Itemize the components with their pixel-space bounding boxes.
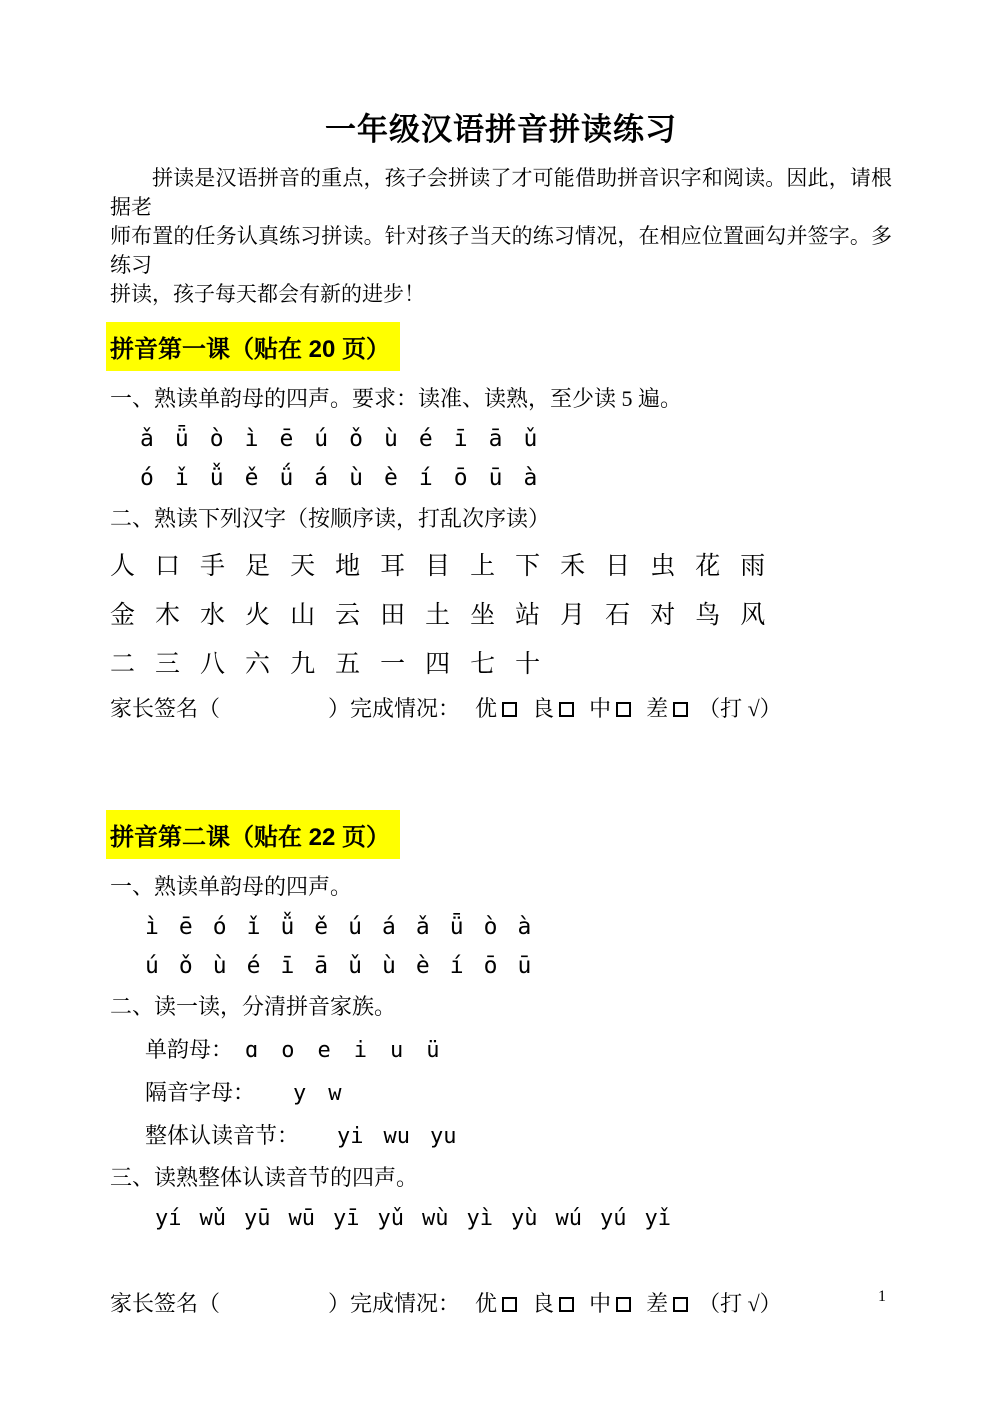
- pinyin-char: ǒ: [178, 953, 193, 979]
- hanzi-char: 虫: [650, 553, 676, 580]
- pinyin-char: í: [449, 953, 464, 979]
- pinyin-syllable: yǐ: [644, 1206, 671, 1231]
- hanzi-char: 地: [335, 553, 361, 580]
- pinyin-char: ě: [244, 465, 259, 491]
- family-label: 整体认读音节：: [145, 1123, 300, 1148]
- page-number: 1: [878, 1288, 886, 1305]
- grade-option-good: [532, 696, 574, 721]
- family-items: [293, 1081, 342, 1106]
- family-items: [245, 1038, 440, 1063]
- pinyin-char: ù: [384, 426, 398, 452]
- hanzi-char: 对: [650, 602, 676, 629]
- pinyin-syllable: yù: [511, 1206, 538, 1231]
- hanzi-char: 人: [110, 553, 136, 580]
- pinyin-char: ù: [349, 465, 364, 491]
- page-content: [110, 104, 892, 1318]
- pinyin-char: ǚ: [209, 465, 224, 491]
- intro-line: 拼读，孩子每天都会有新的进步！: [110, 282, 425, 306]
- pinyin-char: ú: [348, 914, 363, 940]
- section-gap: [110, 723, 892, 797]
- pinyin-char: ē: [279, 426, 294, 452]
- family-row-separating-letters: [145, 1076, 892, 1107]
- lesson-2-pinyin-row-2: [145, 953, 892, 979]
- pinyin-char: ò: [209, 426, 224, 452]
- hanzi-char: 五: [335, 651, 361, 678]
- checkbox: [559, 1297, 574, 1312]
- hanzi-char: 手: [200, 553, 226, 580]
- lesson-1-hanzi-row-2: [110, 595, 892, 631]
- grade-option-excellent: [475, 696, 517, 721]
- hanzi-char: 三: [155, 651, 181, 678]
- hanzi-char: 九: [290, 651, 316, 678]
- hanzi-char: 六: [245, 651, 271, 678]
- hanzi-char: 十: [515, 651, 541, 678]
- pinyin-char: ù: [212, 953, 227, 979]
- hanzi-char: 风: [740, 602, 766, 629]
- pinyin-char: ō: [453, 465, 468, 491]
- lesson-2-syllable-row: [155, 1206, 892, 1231]
- hanzi-char: 花: [695, 553, 721, 580]
- pinyin-syllable: yì: [466, 1206, 493, 1231]
- lesson-1-signature-line: [110, 692, 892, 723]
- hanzi-char: 月: [560, 602, 586, 629]
- pinyin-char: ǐ: [174, 465, 189, 491]
- pinyin-char: ò: [483, 914, 498, 940]
- hanzi-char: 水: [200, 602, 226, 629]
- hanzi-char: 一: [380, 651, 406, 678]
- pinyin-char: ě: [314, 914, 329, 940]
- pinyin-char: ū: [488, 465, 503, 491]
- grade-option-poor: [646, 1291, 688, 1316]
- pinyin-char: é: [418, 426, 433, 452]
- pinyin-syllable: yú: [600, 1206, 627, 1231]
- lesson-1-task-1: 一、熟读单韵母的四声。要求：读准、读熟，至少读 5 遍。: [110, 386, 683, 411]
- pinyin-char: ù: [382, 953, 396, 979]
- hanzi-char: 天: [290, 553, 316, 580]
- lesson-1-task-2: 二、熟读下列汉字（按顺序读，打乱次序读）: [110, 506, 551, 531]
- signature-close: ）完成情况：: [328, 1291, 461, 1316]
- pinyin-char: ì: [244, 426, 259, 452]
- pinyin-char: ǖ: [174, 426, 189, 452]
- pinyin-syllable: yū: [244, 1206, 271, 1231]
- checkbox: [616, 702, 631, 717]
- pinyin-char: ǎ: [415, 914, 430, 940]
- grade-label: 良: [532, 696, 555, 721]
- pinyin-char: ú: [314, 426, 329, 452]
- pinyin-char: ó: [140, 465, 154, 491]
- checkbox: [502, 1297, 517, 1312]
- family-label: 单韵母：: [145, 1037, 234, 1062]
- pinyin-letter: o: [281, 1038, 295, 1063]
- pinyin-letter: w: [328, 1081, 342, 1106]
- lesson-1-pinyin-row-1: [140, 426, 892, 452]
- hanzi-char: 禾: [560, 553, 586, 580]
- pinyin-syllable: yi: [337, 1124, 364, 1149]
- lesson-2-task-3: 三、读熟整体认读音节的四声。: [110, 1165, 419, 1190]
- intro-line: 拼读是汉语拼音的重点，孩子会拼读了才可能借助拼音识字和阅读。因此，请根据老: [110, 166, 892, 219]
- grade-label: 优: [475, 696, 498, 721]
- grade-option-poor: [646, 696, 688, 721]
- pinyin-syllable: wù: [422, 1206, 449, 1231]
- pinyin-char: ǖ: [449, 914, 464, 940]
- pinyin-char: ē: [178, 914, 193, 940]
- pinyin-char: ú: [145, 953, 159, 979]
- hanzi-char: 日: [605, 553, 631, 580]
- grade-label: 中: [589, 1291, 612, 1316]
- pinyin-char: á: [314, 465, 329, 491]
- hanzi-char: 足: [245, 553, 271, 580]
- pinyin-syllable: yí: [155, 1206, 182, 1231]
- intro-paragraph: [110, 164, 892, 309]
- hanzi-char: 鸟: [695, 602, 721, 629]
- pinyin-char: á: [382, 914, 396, 940]
- lesson-2-heading-highlight: 拼音第二课（贴在 22 页）: [106, 810, 400, 859]
- pinyin-char: ā: [314, 953, 329, 979]
- pinyin-char: ǔ: [523, 426, 538, 452]
- pinyin-letter: ɑ: [245, 1038, 259, 1063]
- checkbox: [673, 702, 688, 717]
- pinyin-char: ī: [453, 426, 468, 452]
- checkbox: [559, 702, 574, 717]
- pinyin-char: ū: [517, 953, 532, 979]
- pinyin-syllable: yī: [333, 1206, 360, 1231]
- hanzi-char: 四: [425, 651, 451, 678]
- page-title: 一年级汉语拼音拼读练习: [325, 112, 677, 147]
- pinyin-char: ǒ: [349, 426, 364, 452]
- lesson-1-heading-highlight: 拼音第一课（贴在 20 页）: [106, 322, 400, 371]
- lesson-2-task-2: 二、读一读，分清拼音家族。: [110, 994, 397, 1019]
- grade-label: 差: [646, 696, 669, 721]
- hanzi-char: 金: [110, 602, 136, 629]
- hanzi-char: 口: [155, 553, 181, 580]
- grade-option-excellent: [475, 1291, 517, 1316]
- pinyin-syllable: wu: [383, 1124, 411, 1149]
- pinyin-syllable: wū: [288, 1206, 315, 1231]
- pinyin-char: ǘ: [279, 465, 294, 491]
- signature-suffix: （打 √）: [698, 1291, 782, 1316]
- section-gap: [110, 1231, 892, 1275]
- pinyin-char: ō: [483, 953, 498, 979]
- pinyin-syllable: yu: [430, 1124, 457, 1149]
- pinyin-char: ǔ: [348, 953, 363, 979]
- hanzi-char: 雨: [740, 553, 766, 580]
- signature-suffix: （打 √）: [698, 696, 782, 721]
- pinyin-char: à: [523, 465, 538, 491]
- signature-prefix: 家长签名（: [110, 696, 221, 721]
- signature-prefix: 家长签名（: [110, 1291, 221, 1316]
- hanzi-char: 八: [200, 651, 226, 678]
- hanzi-char: 土: [425, 602, 451, 629]
- pinyin-char: ì: [145, 914, 159, 940]
- pinyin-syllable: yǔ: [377, 1206, 404, 1231]
- checkbox: [616, 1297, 631, 1312]
- grade-label: 良: [532, 1291, 555, 1316]
- intro-line: 师布置的任务认真练习拼读。针对孩子当天的练习情况，在相应位置画勾并签字。多练习: [110, 224, 892, 277]
- pinyin-char: ǎ: [140, 426, 154, 452]
- hanzi-char: 坐: [470, 602, 496, 629]
- checkbox: [502, 702, 517, 717]
- grade-label: 中: [589, 696, 612, 721]
- hanzi-char: 七: [470, 651, 496, 678]
- pinyin-syllable: wǔ: [199, 1206, 226, 1231]
- lesson-2-section: [110, 797, 892, 1318]
- pinyin-char: à: [517, 914, 532, 940]
- pinyin-char: ā: [488, 426, 503, 452]
- lesson-1-hanzi-row-1: [110, 546, 892, 582]
- pinyin-char: ǚ: [280, 914, 295, 940]
- family-items: [337, 1124, 457, 1149]
- grade-option-medium: [589, 1291, 631, 1316]
- hanzi-char: 火: [245, 602, 271, 629]
- hanzi-char: 山: [290, 602, 316, 629]
- pinyin-char: ǐ: [246, 914, 261, 940]
- pinyin-char: í: [418, 465, 433, 491]
- hanzi-char: 下: [515, 553, 541, 580]
- hanzi-char: 石: [605, 602, 631, 629]
- grade-option-medium: [589, 696, 631, 721]
- pinyin-char: ī: [280, 953, 295, 979]
- hanzi-char: 目: [425, 553, 451, 580]
- hanzi-char: 云: [335, 602, 361, 629]
- pinyin-letter: i: [353, 1038, 368, 1063]
- lesson-2-pinyin-row-1: [145, 914, 892, 940]
- checkbox: [673, 1297, 688, 1312]
- hanzi-char: 田: [380, 602, 406, 629]
- hanzi-char: 二: [110, 651, 136, 678]
- family-label: 隔音字母：: [145, 1080, 256, 1105]
- pinyin-letter: y: [293, 1081, 307, 1106]
- family-row-simple-finals: [145, 1033, 892, 1064]
- pinyin-letter: e: [317, 1038, 331, 1063]
- signature-close: ）完成情况：: [328, 696, 461, 721]
- hanzi-char: 站: [515, 602, 541, 629]
- pinyin-char: è: [415, 953, 430, 979]
- grade-label: 差: [646, 1291, 669, 1316]
- pinyin-char: è: [384, 465, 398, 491]
- hanzi-char: 上: [470, 553, 496, 580]
- grade-option-good: [532, 1291, 574, 1316]
- pinyin-char: é: [246, 953, 261, 979]
- pinyin-syllable: wú: [555, 1206, 582, 1231]
- pinyin-letter: u: [390, 1038, 404, 1063]
- lesson-2-task-1: 一、熟读单韵母的四声。: [110, 874, 353, 899]
- pinyin-char: ó: [212, 914, 227, 940]
- hanzi-char: 木: [155, 602, 181, 629]
- lesson-1-hanzi-row-3: [110, 644, 892, 680]
- pinyin-letter: ü: [426, 1038, 440, 1063]
- hanzi-char: 耳: [380, 553, 406, 580]
- lesson-1-section: [110, 309, 892, 723]
- lesson-1-pinyin-row-2: [140, 465, 892, 491]
- lesson-2-signature-line: [110, 1287, 892, 1318]
- family-row-whole-syllables: [145, 1119, 892, 1150]
- grade-label: 优: [475, 1291, 498, 1316]
